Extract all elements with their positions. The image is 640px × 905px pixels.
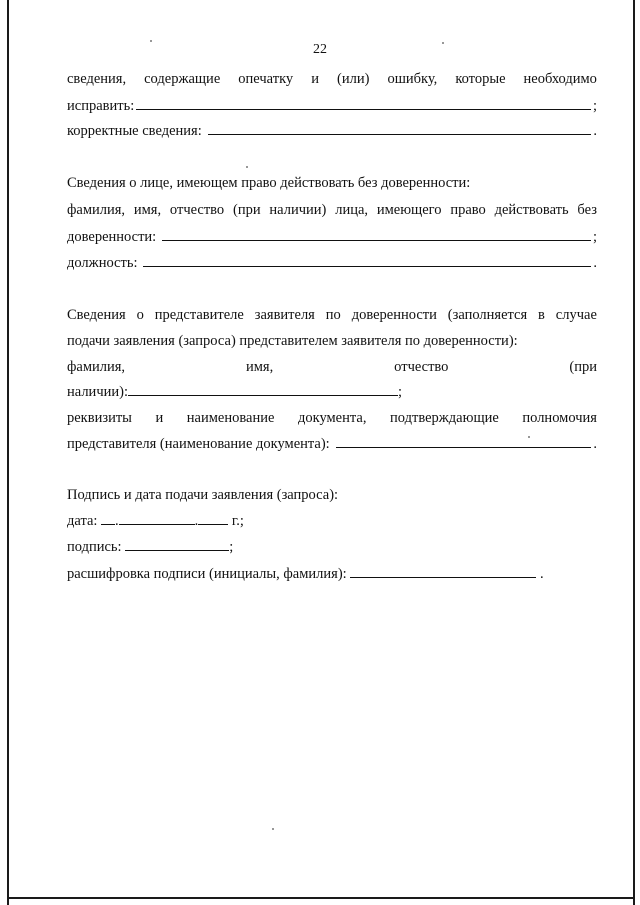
word: лица, (335, 202, 369, 218)
representative-line2: подачи заявления (запроса) представителем заявителя по доверенности): (67, 333, 518, 349)
word: и (155, 410, 164, 426)
word: фамилия, (67, 202, 126, 218)
page-number: 22 (313, 42, 327, 57)
presence-input[interactable] (128, 381, 398, 396)
decode-label: расшифровка подписи (инициалы, фамилия): (67, 566, 347, 582)
date-sep: . (115, 513, 119, 529)
sign-label: подпись: (67, 539, 122, 555)
word: и (311, 71, 319, 87)
scan-border-right (633, 0, 635, 905)
representative-info-line (67, 305, 597, 325)
word: которые (455, 71, 506, 87)
document-end: . (593, 436, 597, 452)
correct-label: корректные сведения: (67, 123, 202, 139)
word: заявителя (254, 307, 315, 323)
trust-label: доверенности: (67, 229, 157, 245)
word: случае (555, 307, 597, 323)
sign-end: ; (229, 539, 234, 555)
word: о (136, 307, 144, 323)
decode-input[interactable] (350, 563, 536, 578)
document-input[interactable] (336, 433, 592, 448)
sign-input[interactable] (125, 536, 229, 551)
date-suffix: г.; (231, 513, 244, 529)
requisites-line (67, 408, 597, 428)
sign-field-row (67, 536, 597, 556)
date-month-input[interactable] (119, 510, 195, 525)
word: отчество (169, 202, 225, 218)
fix-input[interactable] (136, 95, 591, 110)
word: имеющего (376, 202, 442, 218)
word: (при (233, 202, 261, 218)
word: право (450, 202, 486, 218)
correct-input[interactable] (208, 120, 592, 135)
word: ошибку, (387, 71, 438, 87)
position-input[interactable] (143, 252, 591, 267)
word: реквизиты (67, 410, 132, 426)
document-field-row (67, 433, 597, 453)
word: в (538, 307, 545, 323)
person-info-line (67, 200, 597, 220)
fix-end: ; (592, 98, 597, 114)
date-field-row (67, 510, 597, 530)
word: действовать (494, 202, 569, 218)
word: содержащие (144, 71, 221, 87)
date-sep: . (194, 513, 199, 529)
scan-speck (272, 828, 274, 830)
word: (при (569, 359, 597, 375)
word: документа, (297, 410, 367, 426)
word: сведения, (67, 71, 127, 87)
document-label: представителя (наименование документа): (67, 436, 330, 452)
correct-field-row (67, 120, 597, 140)
position-end: . (593, 255, 597, 271)
date-year-input[interactable] (198, 510, 228, 525)
word: необходимо (523, 71, 597, 87)
position-label: должность: (67, 255, 138, 271)
signature-heading: Подпись и дата подачи заявления (запроса): (67, 487, 339, 503)
word: полномочия (522, 410, 597, 426)
scan-speck (246, 166, 248, 168)
error-info-line (67, 69, 597, 89)
word: имя, (246, 359, 274, 375)
presence-end: ; (398, 384, 403, 400)
representative-name-line (67, 357, 597, 377)
word: имя, (133, 202, 162, 218)
word: Сведения (67, 307, 126, 323)
person-heading: Сведения о лице, имеющем право действовать без доверенности: (67, 175, 471, 191)
word: (заполняется (447, 307, 528, 323)
fix-label: исправить: (67, 98, 135, 114)
date-label: дата: (67, 513, 98, 529)
word: по (325, 307, 341, 323)
word: (или) (337, 71, 370, 87)
word: отчество (394, 359, 449, 375)
trust-field-row (67, 226, 597, 246)
decode-field-row (67, 563, 597, 583)
presence-label: наличии): (67, 384, 128, 400)
trust-input[interactable] (162, 226, 591, 241)
position-field-row (67, 252, 597, 272)
date-day-input[interactable] (101, 510, 115, 525)
scan-border-bottom (7, 897, 635, 899)
word: доверенности (351, 307, 437, 323)
word: наименование (186, 410, 275, 426)
scan-border-left (7, 0, 9, 905)
word: опечатку (238, 71, 294, 87)
word: фамилия, (67, 359, 126, 375)
word: подтверждающие (390, 410, 499, 426)
decode-end: . (539, 566, 544, 582)
word: без (577, 202, 597, 218)
correct-end: . (593, 123, 597, 139)
word: наличии) (269, 202, 327, 218)
presence-field-row (67, 381, 597, 401)
fix-field-row (67, 95, 597, 115)
trust-end: ; (592, 229, 597, 245)
word: представителе (154, 307, 244, 323)
